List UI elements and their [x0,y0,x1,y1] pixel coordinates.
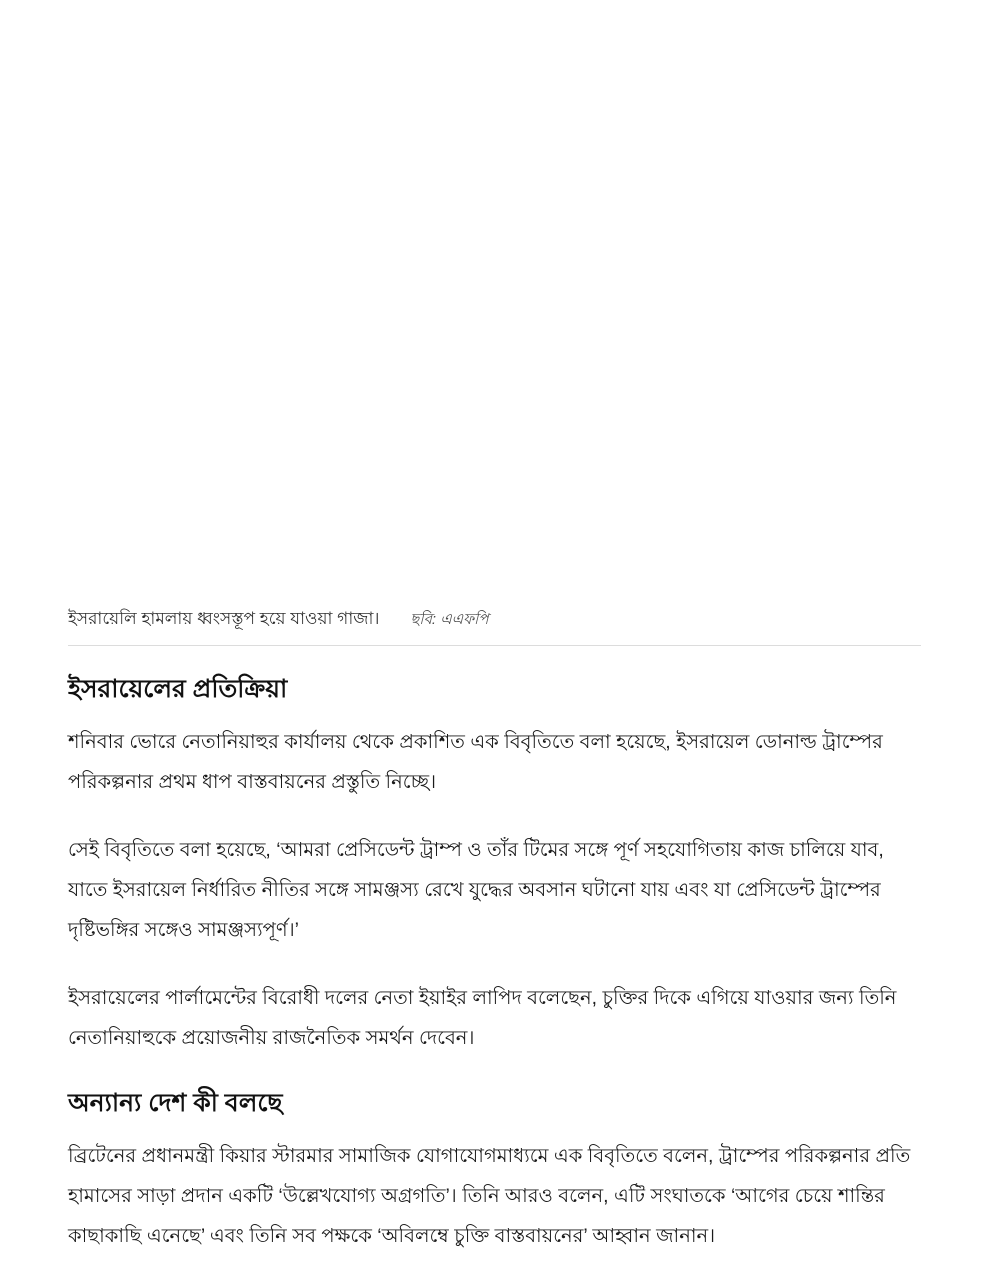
photo-caption [68,600,921,633]
section-heading-israel-reaction: ইসরায়েলের প্রতিক্রিয়া [68,675,288,703]
section-heading-other-countries: অন্যান্য দেশ কী বলছে [68,1089,283,1117]
paragraph-statement-quote: সেই বিবৃতিতে বলা হয়েছে, ‘আমরা প্রেসিডেন্ট ট্রাম্প ও তাঁর টিমের সঙ্গে পূর্ণ সহযোগিতায় কাজ চালিয়ে যাব, যাতে ইসরায়েল নির্ধারিত নীতির সঙ্গে সামঞ্জস্য রেখে যুদ্ধের অবসান ঘটানো যায় এবং যা প্রেসিডেন্ট ট্রাম্পের দৃষ্টিভঙ্গির সঙ্গেও সামঞ্জস্যপূর্ণ।’ [68,839,884,941]
caption-divider [68,645,921,646]
paragraph-uk-pm-statement: ব্রিটেনের প্রধানমন্ত্রী কিয়ার স্টারমার সামাজিক যোগাযোগমাধ্যমে এক বিবৃতিতে বলেন, ট্রাম্পের পরিকল্পনার প্রতি হামাসের সাড়া প্রদান একটি ‘উল্লেখযোগ্য অগ্রগতি’। তিনি আরও বলেন, এটি সংঘাতকে ‘আগের চেয়ে শান্তির কাছাকাছি এনেছে’ এবং তিনি সব পক্ষকে ‘অবিলম্বে চুক্তি বাস্তবায়নের’ আহ্বান জানান। [68,1145,911,1247]
article-photo-placeholder [68,0,921,600]
paragraph-statement-first-phase: শনিবার ভোরে নেতানিয়াহুর কার্যালয় থেকে প্রকাশিত এক বিবৃতিতে বলা হয়েছে, ইসরায়েল ডোনাল্ড ট্রাম্পের পরিকল্পনার প্রথম ধাপ বাস্তবায়নের প্রস্তুতি নিচ্ছে। [68,731,883,793]
paragraph-lapid-support: ইসরায়েলের পার্লামেন্টের বিরোধী দলের নেতা ইয়াইর লাপিদ বলেছেন, চুক্তির দিকে এগিয়ে যাওয়ার জন্য তিনি নেতানিয়াহুকে প্রয়োজনীয় রাজনৈতিক সমর্থন দেবেন। [68,987,897,1049]
photo-caption-text: ইসরায়েলি হামলায় ধ্বংসস্তূপ হয়ে যাওয়া গাজা। [68,609,380,628]
photo-credit-text: ছবি: এএফপি [410,611,489,628]
